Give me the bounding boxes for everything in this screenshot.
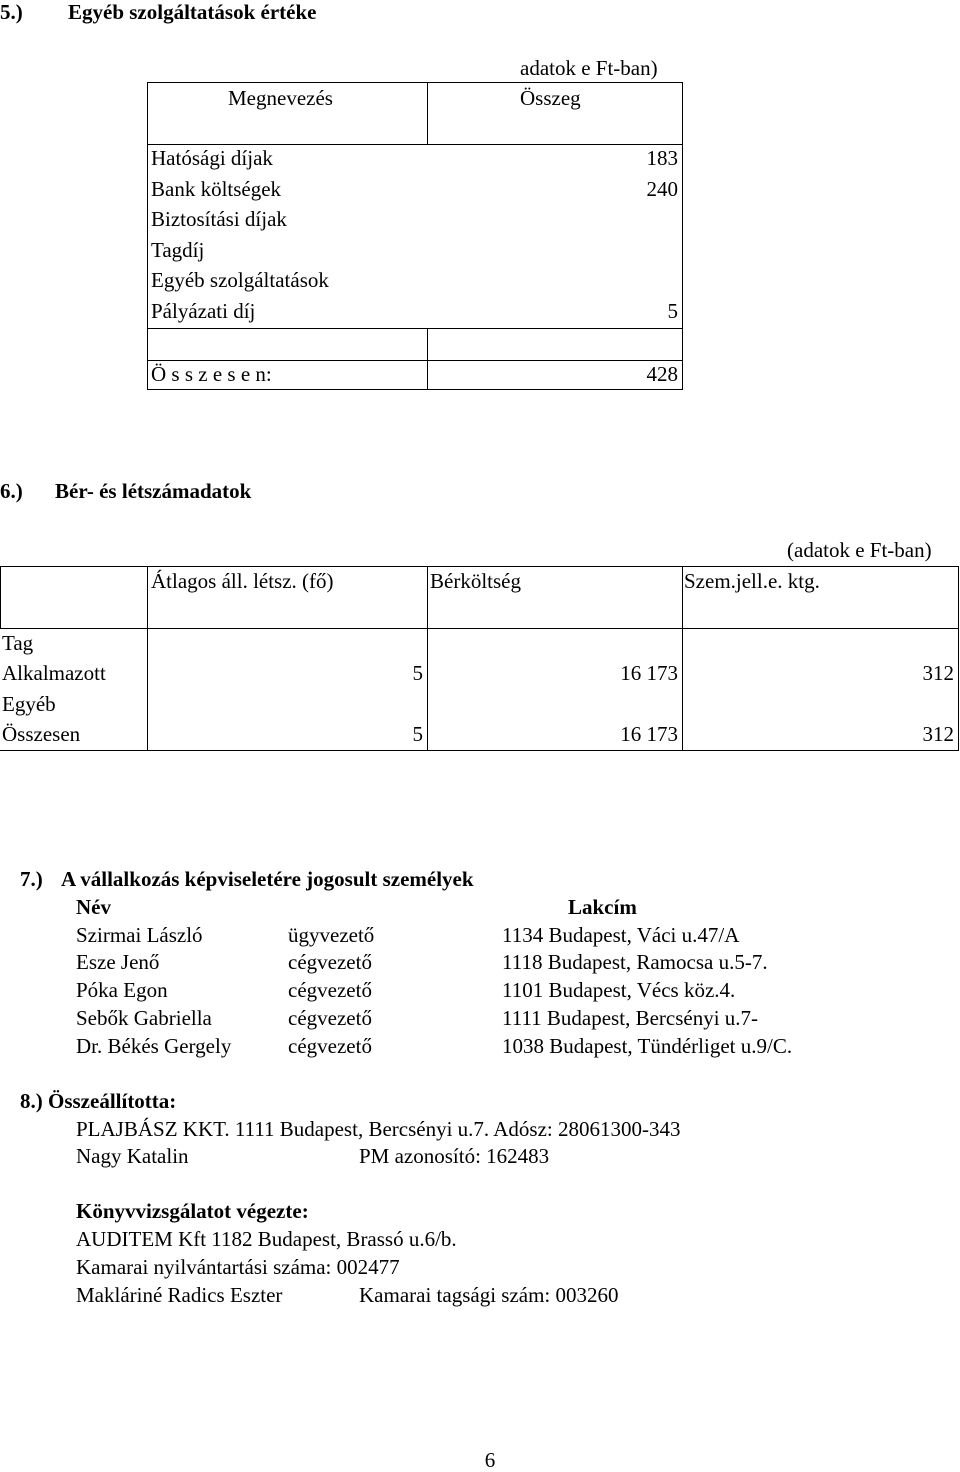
table-row-value: 183 — [646, 146, 678, 170]
table-row-label: Összesen — [2, 722, 81, 746]
table-row-label: Egyéb szolgáltatások — [151, 268, 329, 292]
table-row-label: Egyéb — [2, 692, 56, 716]
column-header-name: Megnevezés — [228, 86, 333, 110]
list-item-role: cégvezető — [288, 1006, 372, 1030]
section8-title: 8.) Összeállította: — [20, 1089, 177, 1113]
table-row-wages: 16 173 — [620, 722, 678, 746]
list-item-address: 1101 Budapest, Vécs köz.4. — [502, 978, 736, 1002]
table-row-label: Tagdíj — [151, 238, 205, 262]
list-item-name: Szirmai László — [76, 923, 203, 947]
list-item-name: Dr. Békés Gergely — [76, 1034, 232, 1058]
list-item-role: cégvezető — [288, 1034, 372, 1058]
column-header-personal-costs: Szem.jell.e. ktg. — [684, 569, 820, 593]
table-row-personal: 312 — [922, 661, 954, 685]
list-item-role: ügyvezető — [288, 923, 375, 947]
total-value: 428 — [646, 362, 678, 386]
page-number: 6 — [484, 1448, 496, 1472]
table-row-personal: 312 — [922, 722, 954, 746]
list-item-address: 1038 Budapest, Tündérliget u.9/C. — [502, 1034, 793, 1058]
section6-unit-note: (adatok e Ft-ban) — [787, 538, 932, 562]
list-item-role: cégvezető — [288, 950, 372, 974]
table-row-headcount: 5 — [412, 661, 423, 685]
auditor-name: Makláriné Radics Eszter — [76, 1283, 283, 1307]
section5-number: 5.) — [0, 0, 23, 24]
auditor-title: Könyvvizsgálatot végezte: — [76, 1199, 309, 1223]
auditor-chamber-number: Kamarai nyilvántartási száma: 002477 — [76, 1255, 400, 1279]
table-row-label: Pályázati díj — [151, 299, 256, 323]
table-row-label: Hatósági díjak — [151, 146, 273, 170]
list-item-name: Esze Jenő — [76, 950, 160, 974]
list-item-name: Sebők Gabriella — [76, 1006, 212, 1030]
list-item-role: cégvezető — [288, 978, 372, 1002]
table-row-label: Tag — [2, 631, 34, 655]
table-row-headcount: 5 — [412, 722, 423, 746]
table-row-value: 5 — [667, 299, 678, 323]
table-row-wages: 16 173 — [620, 661, 678, 685]
compiler-company: PLAJBÁSZ KKT. 1111 Budapest, Bercsényi u.7. Adósz: 28061300-343 — [76, 1117, 681, 1141]
table-row-label: Bank költségek — [151, 177, 282, 201]
section6-title: Bér- és létszámadatok — [55, 479, 252, 503]
section5-title: Egyéb szolgáltatások értéke — [68, 0, 317, 24]
column-header-address: Lakcím — [568, 895, 637, 919]
section7-title: A vállalkozás képviseletére jogosult személyek — [61, 867, 474, 891]
column-header-headcount: Átlagos áll. létsz. (fő) — [151, 569, 334, 593]
column-header-amount: Összeg — [520, 86, 581, 110]
table-row-label: Alkalmazott — [2, 661, 106, 685]
table-row-label: Biztosítási díjak — [151, 207, 287, 231]
column-header-name: Név — [76, 895, 111, 919]
compiler-id: PM azonosító: 162483 — [359, 1144, 550, 1168]
list-item-address: 1118 Budapest, Ramocsa u.5-7. — [502, 950, 768, 974]
auditor-member-number: Kamarai tagsági szám: 003260 — [359, 1283, 619, 1307]
table-row-value: 240 — [646, 177, 678, 201]
compiler-person: Nagy Katalin — [76, 1144, 189, 1168]
column-header-wages: Bérköltség — [430, 569, 521, 593]
list-item-address: 1134 Budapest, Váci u.47/A — [502, 923, 740, 947]
auditor-company: AUDITEM Kft 1182 Budapest, Brassó u.6/b. — [76, 1227, 457, 1251]
section6-number: 6.) — [0, 479, 23, 503]
section7-number: 7.) — [20, 867, 43, 891]
list-item-address: 1111 Budapest, Bercsényi u.7- — [502, 1006, 759, 1030]
total-label: Ö s s z e s e n: — [151, 362, 272, 386]
list-item-name: Póka Egon — [76, 978, 168, 1002]
section5-unit-note: adatok e Ft-ban) — [520, 56, 658, 80]
